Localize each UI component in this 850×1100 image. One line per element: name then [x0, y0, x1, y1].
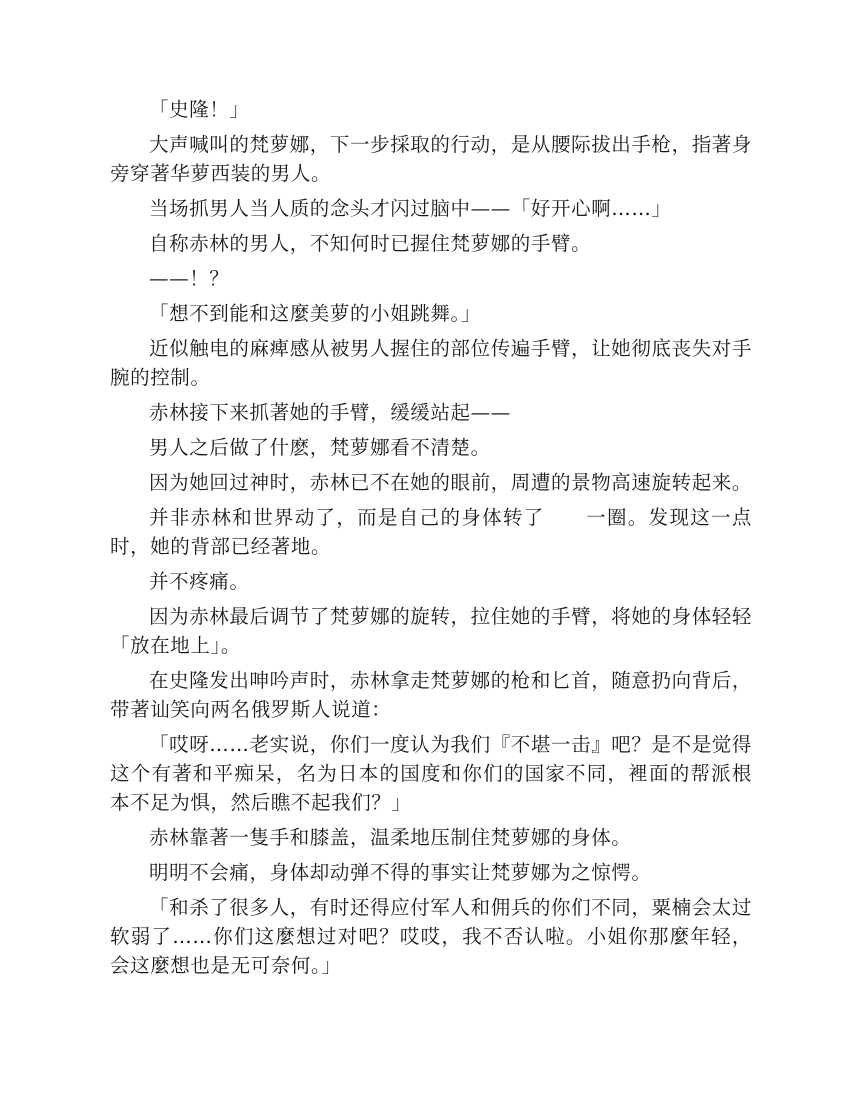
paragraph: 赤林接下来抓著她的手臂，缓缓站起——	[149, 401, 511, 424]
paragraph: 当场抓男人当人质的念头才闪过脑中——「好开心啊……」	[149, 197, 672, 220]
paragraph: 「想不到能和这麼美萝的小姐跳舞。」	[149, 302, 481, 325]
paragraph: 因为她回过神时，赤林已不在她的眼前，周遭的景物高速旋转起来。	[149, 471, 753, 494]
paragraph: 自称赤林的男人，不知何时已握住梵萝娜的手臂。	[149, 232, 592, 255]
paragraph: ——！？	[149, 267, 230, 290]
paragraph: 并非赤林和世界动了，而是自己的身体转了 一圈。发现这一点时，她的背部已经著地。	[110, 506, 752, 558]
paragraph: 赤林靠著一隻手和膝盖，温柔地压制住梵萝娜的身体。	[149, 826, 632, 849]
paragraph: 并不疼痛。	[149, 570, 250, 593]
paragraph: 因为赤林最后调节了梵萝娜的旋转，拉住她的手臂，将她的身体轻轻「放在地上」。	[110, 605, 753, 657]
paragraph: 「史隆！」	[149, 98, 250, 121]
paragraph: 大声喊叫的梵萝娜，下一步採取的行动，是从腰际拔出手枪，指著身旁穿著华萝西装的男人。	[110, 133, 753, 185]
novel-page	[110, 95, 752, 986]
paragraph: 明明不会痛，身体却动弹不得的事实让梵萝娜为之惊愕。	[149, 861, 652, 884]
paragraph: 「哎呀……老实说，你们一度认为我们『不堪一击』吧？是不是觉得这个有著和平痴呆，名为日本的国度和你们的国家不同，裡面的帮派根本不足为惧，然后瞧不起我们？」	[110, 733, 753, 814]
paragraph: 在史隆发出呻吟声时，赤林拿走梵萝娜的枪和匕首，随意扔向背后，带著讪笑向两名俄罗斯人说道：	[110, 669, 753, 721]
paragraph: 男人之后做了什麽，梵萝娜看不清楚。	[149, 436, 491, 459]
paragraph: 近似触电的麻痺感从被男人握住的部位传遍手臂，让她彻底丧失对手腕的控制。	[110, 337, 753, 389]
paragraph: 「和杀了很多人，有时还得应付军人和佣兵的你们不同，粟楠会太过软弱了……你们这麼想过对吧？哎哎，我不否认啦。小姐你那麼年轻，会这麼想也是无可奈何。」	[110, 896, 753, 977]
